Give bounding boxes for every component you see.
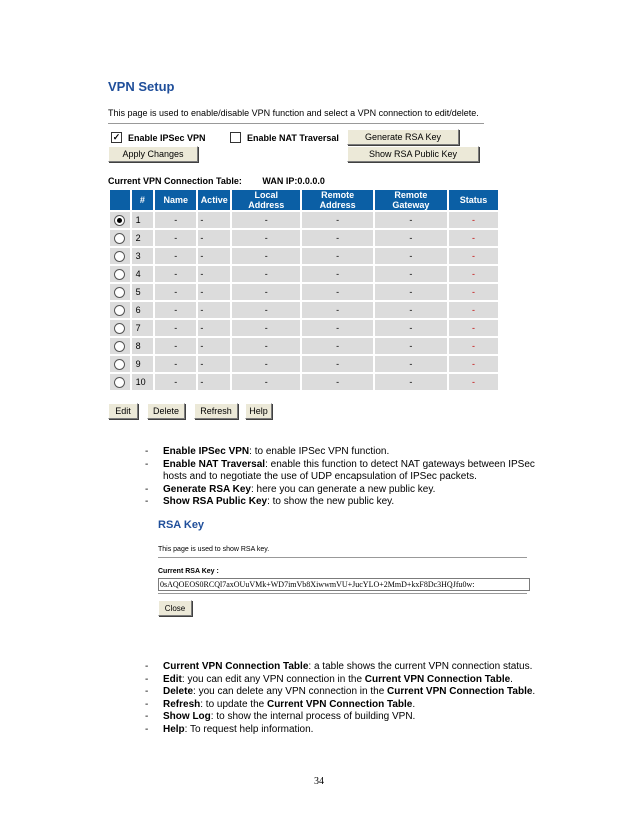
bullet-text: : here you can generate a new public key. bbox=[251, 483, 436, 495]
cell-status: - bbox=[449, 266, 498, 282]
row-select-cell bbox=[110, 284, 130, 300]
cell-local: - bbox=[232, 320, 300, 336]
cell-gateway: - bbox=[375, 302, 447, 318]
row-select-radio[interactable] bbox=[114, 359, 125, 370]
cell-local: - bbox=[232, 284, 300, 300]
rsa-key-label: Current RSA Key : bbox=[158, 568, 219, 575]
table-row bbox=[110, 356, 498, 372]
cell-local: - bbox=[232, 248, 300, 264]
bullet-term: Enable NAT Traversal bbox=[163, 458, 266, 470]
row-select-cell bbox=[110, 320, 130, 336]
cell-num: 8 bbox=[132, 338, 154, 354]
table-row bbox=[110, 338, 498, 354]
bullet-term: Show Log bbox=[163, 711, 211, 722]
cell-active: - bbox=[198, 266, 230, 282]
bullet-term: Current VPN Connection Table bbox=[163, 661, 309, 672]
bullet-text: : to enable IPSec VPN function. bbox=[249, 446, 390, 457]
cell-local: - bbox=[232, 302, 300, 318]
bullet-text: : enable this function to detect NAT gateways between IPSec hosts and to negotiate the use of UDP encapsulation of IPSec packets. bbox=[163, 458, 535, 482]
bullet-text: . bbox=[532, 686, 536, 697]
table-row bbox=[110, 284, 498, 300]
bullet-text: : to show the new public key. bbox=[267, 496, 395, 507]
cell-remote: - bbox=[302, 338, 372, 354]
list-item: - Refresh: to update the Current VPN Connection Table. bbox=[145, 698, 416, 710]
cell-gateway: - bbox=[375, 338, 447, 354]
divider bbox=[158, 593, 527, 595]
enable-nat-row bbox=[230, 132, 339, 143]
cell-name: - bbox=[155, 230, 196, 246]
apply-changes-button[interactable]: Apply Changes bbox=[108, 146, 198, 162]
cell-remote: - bbox=[302, 248, 372, 264]
table-row bbox=[110, 230, 498, 246]
table-row bbox=[110, 266, 498, 282]
list-item: - Show Log: to show the internal process of building VPN. bbox=[145, 711, 416, 722]
cell-gateway: - bbox=[375, 284, 447, 300]
rsa-key-title: RSA Key bbox=[158, 519, 205, 531]
cell-name: - bbox=[155, 302, 196, 318]
row-select-cell bbox=[110, 266, 130, 282]
rsa-key-field[interactable]: 0sAQOEOS0RCQl7axOUuVMk+WD7imVb8XiwwmVU+JucYLO+2MmD+kxF8Dc3HQJfu0w: bbox=[158, 578, 530, 591]
cell-status: - bbox=[449, 338, 498, 354]
table-row bbox=[110, 374, 498, 390]
list-item: - Edit: you can edit any VPN connection in the Current VPN Connection Table. bbox=[145, 673, 513, 685]
bullet-term: Current VPN Connection Table bbox=[266, 698, 413, 710]
connection-table-heading bbox=[108, 176, 325, 186]
cell-status: - bbox=[449, 284, 498, 300]
select-column-header bbox=[110, 190, 130, 210]
bullet-term: Edit bbox=[163, 673, 182, 685]
cell-status: - bbox=[449, 302, 498, 318]
column-header: Active bbox=[198, 190, 230, 210]
row-select-radio[interactable] bbox=[114, 251, 125, 262]
cell-name: - bbox=[155, 248, 196, 264]
cell-active: - bbox=[198, 230, 230, 246]
page-number: 34 bbox=[314, 776, 324, 787]
cell-gateway: - bbox=[375, 230, 447, 246]
bullet-term: Enable IPSec VPN bbox=[163, 446, 250, 457]
cell-remote: - bbox=[302, 230, 372, 246]
show-rsa-public-key-button[interactable]: Show RSA Public Key bbox=[347, 146, 479, 162]
close-button[interactable]: Close bbox=[158, 600, 192, 616]
vpn-setup-title: VPN Setup bbox=[108, 79, 175, 94]
bullet-term: Generate RSA Key bbox=[163, 483, 251, 495]
cell-name: - bbox=[155, 320, 196, 336]
row-select-radio[interactable] bbox=[114, 287, 125, 298]
cell-remote: - bbox=[302, 284, 372, 300]
row-select-radio[interactable] bbox=[114, 215, 125, 226]
cell-local: - bbox=[232, 266, 300, 282]
bullet-list-1 bbox=[145, 446, 545, 509]
cell-remote: - bbox=[302, 356, 372, 372]
bullet-text: : to update the bbox=[200, 698, 267, 710]
cell-gateway: - bbox=[375, 356, 447, 372]
enable-nat-checkbox[interactable] bbox=[230, 132, 241, 143]
cell-remote: - bbox=[302, 302, 372, 318]
cell-name: - bbox=[155, 374, 196, 390]
row-select-cell bbox=[110, 302, 130, 318]
row-select-radio[interactable] bbox=[114, 341, 125, 352]
divider bbox=[108, 123, 484, 125]
list-item: - Enable NAT Traversal: enable this function to detect NAT gateways between IPSec hosts and to negotiate the use of UDP encapsulation of IPSec packets. bbox=[145, 458, 535, 482]
row-select-radio[interactable] bbox=[114, 377, 125, 388]
cell-gateway: - bbox=[375, 248, 447, 264]
cell-gateway: - bbox=[375, 374, 447, 390]
edit-button[interactable]: Edit bbox=[108, 403, 138, 419]
cell-local: - bbox=[232, 230, 300, 246]
cell-local: - bbox=[232, 212, 300, 228]
table-header-row bbox=[110, 190, 498, 210]
column-header: Remote Gateway bbox=[375, 190, 447, 210]
cell-name: - bbox=[155, 338, 196, 354]
cell-num: 9 bbox=[132, 356, 154, 372]
cell-status: - bbox=[449, 356, 498, 372]
bullet-term: Refresh bbox=[163, 698, 201, 710]
enable-ipsec-checkbox[interactable]: ✓ bbox=[112, 132, 121, 142]
row-select-cell bbox=[110, 230, 130, 246]
cell-status: - bbox=[449, 230, 498, 246]
list-item: - Current VPN Connection Table: a table shows the current VPN connection status. bbox=[145, 661, 533, 672]
enable-ipsec-row bbox=[111, 132, 206, 143]
row-select-radio[interactable] bbox=[114, 269, 125, 280]
bullet-term: Current VPN Connection Table bbox=[387, 686, 533, 697]
rsa-key-description: This page is used to show RSA key. bbox=[158, 546, 270, 553]
list-item: - Show RSA Public Key: to show the new public key. bbox=[145, 496, 395, 507]
refresh-button[interactable]: Refresh bbox=[194, 403, 238, 419]
row-select-cell bbox=[110, 212, 130, 228]
cell-active: - bbox=[198, 302, 230, 318]
bullet-term: Delete bbox=[163, 686, 194, 697]
cell-active: - bbox=[198, 320, 230, 336]
generate-rsa-key-button[interactable]: Generate RSA Key bbox=[347, 129, 459, 145]
cell-active: - bbox=[198, 374, 230, 390]
bullet-text: . bbox=[412, 698, 416, 710]
bullet-text: : a table shows the current VPN connection status. bbox=[308, 661, 533, 672]
cell-status: - bbox=[449, 248, 498, 264]
column-header: Name bbox=[155, 190, 196, 210]
cell-num: 1 bbox=[132, 212, 154, 228]
cell-status: - bbox=[449, 212, 498, 228]
bullet-term: Help bbox=[163, 723, 185, 735]
cell-name: - bbox=[155, 284, 196, 300]
cell-remote: - bbox=[302, 212, 372, 228]
cell-num: 4 bbox=[132, 266, 154, 282]
cell-local: - bbox=[232, 374, 300, 390]
cell-name: - bbox=[155, 266, 196, 282]
bullet-text: : To request help information. bbox=[184, 723, 314, 735]
bullet-term: Show RSA Public Key bbox=[163, 496, 268, 507]
cell-num: 7 bbox=[132, 320, 154, 336]
delete-button[interactable]: Delete bbox=[147, 403, 185, 419]
cell-local: - bbox=[232, 356, 300, 372]
connection-table-title: Current VPN Connection Table: bbox=[108, 176, 242, 186]
cell-remote: - bbox=[302, 374, 372, 390]
cell-active: - bbox=[198, 356, 230, 372]
cell-gateway: - bbox=[375, 266, 447, 282]
help-button[interactable]: Help bbox=[245, 403, 272, 419]
column-header: Local Address bbox=[232, 190, 300, 210]
table-row bbox=[110, 248, 498, 264]
cell-num: 3 bbox=[132, 248, 154, 264]
list-item: - Enable IPSec VPN: to enable IPSec VPN function. bbox=[145, 446, 390, 457]
cell-name: - bbox=[155, 212, 196, 228]
cell-status: - bbox=[449, 374, 498, 390]
bullet-text: . bbox=[510, 673, 513, 685]
enable-nat-label: Enable NAT Traversal bbox=[247, 132, 339, 143]
bullet-term: Current VPN Connection Table bbox=[364, 673, 511, 685]
cell-num: 10 bbox=[132, 374, 154, 390]
vpn-setup-description: This page is used to enable/disable VPN function and select a VPN connection to edit/delete. bbox=[108, 108, 479, 118]
cell-gateway: - bbox=[375, 320, 447, 336]
cell-num: 6 bbox=[132, 302, 154, 318]
bullet-text: : to show the internal process of building VPN. bbox=[210, 711, 416, 722]
table-row bbox=[110, 320, 498, 336]
wan-ip: WAN IP:0.0.0.0 bbox=[262, 176, 325, 186]
enable-ipsec-label: Enable IPSec VPN bbox=[128, 132, 206, 143]
cell-status: - bbox=[449, 320, 498, 336]
table-row bbox=[110, 302, 498, 318]
row-select-cell bbox=[110, 248, 130, 264]
cell-num: 2 bbox=[132, 230, 154, 246]
vpn-connection-table bbox=[108, 188, 500, 392]
row-select-radio[interactable] bbox=[114, 323, 125, 334]
cell-name: - bbox=[155, 356, 196, 372]
cell-remote: - bbox=[302, 320, 372, 336]
table-row bbox=[110, 212, 498, 228]
column-header: Status bbox=[449, 190, 498, 210]
cell-active: - bbox=[198, 338, 230, 354]
bullet-text: : you can edit any VPN connection in the bbox=[181, 673, 365, 685]
cell-active: - bbox=[198, 248, 230, 264]
list-item: - Delete: you can delete any VPN connection in the Current VPN Connection Table. bbox=[145, 686, 536, 697]
column-header: # bbox=[132, 190, 154, 210]
cell-num: 5 bbox=[132, 284, 154, 300]
column-header: Remote Address bbox=[302, 190, 372, 210]
row-select-cell bbox=[110, 356, 130, 372]
divider bbox=[158, 557, 527, 559]
row-select-cell bbox=[110, 374, 130, 390]
row-select-radio[interactable] bbox=[114, 305, 125, 316]
bullet-list-2 bbox=[145, 661, 545, 736]
cell-local: - bbox=[232, 338, 300, 354]
list-item: - Help: To request help information. bbox=[145, 723, 314, 735]
cell-active: - bbox=[198, 212, 230, 228]
bullet-text: : you can delete any VPN connection in the bbox=[193, 686, 388, 697]
cell-active: - bbox=[198, 284, 230, 300]
row-select-radio[interactable] bbox=[114, 233, 125, 244]
list-item: - Generate RSA Key: here you can generate a new public key. bbox=[145, 483, 436, 495]
cell-gateway: - bbox=[375, 212, 447, 228]
row-select-cell bbox=[110, 338, 130, 354]
cell-remote: - bbox=[302, 266, 372, 282]
